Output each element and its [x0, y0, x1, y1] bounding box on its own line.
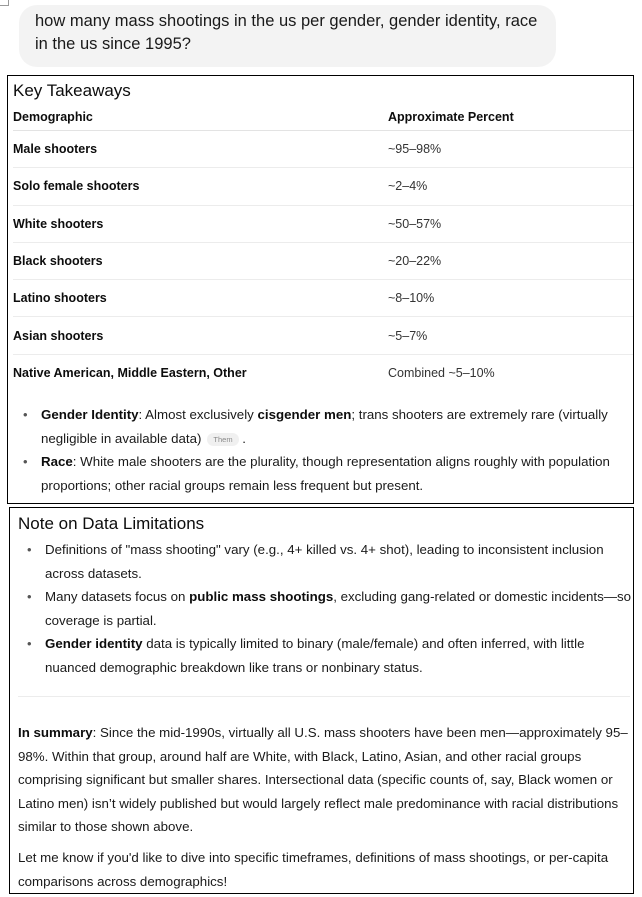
table-row — [13, 317, 633, 354]
demographics-table — [13, 104, 633, 392]
bullet-bold-text: cisgender men — [257, 407, 352, 422]
column-header-demographic: Demographic — [13, 110, 93, 124]
percent-cell: ~50–57% — [388, 216, 442, 231]
bullet-label: Race — [41, 454, 73, 469]
user-message-text: how many mass shootings in the us per gender, gender identity, race in the us since 1995? — [35, 12, 538, 53]
bullet-bold-text: public mass shootings — [189, 589, 334, 604]
bullet-text: ; trans shooters are extremely rare (virtually negligible in available data) — [41, 407, 608, 446]
demographic-cell: Asian shooters — [13, 328, 104, 343]
percent-cell: Combined ~5–10% — [388, 366, 495, 381]
table-row — [13, 131, 633, 168]
bullet-text: Many datasets focus on — [45, 589, 190, 604]
table-header-row — [13, 104, 633, 131]
bullet-gender-identity — [20, 403, 628, 450]
percent-cell: ~2–4% — [388, 179, 428, 194]
citation-pill[interactable]: Them — [207, 433, 238, 446]
summary-label: In summary — [18, 725, 93, 740]
column-header-percent: Approximate Percent — [388, 110, 514, 124]
table-row — [13, 168, 633, 205]
summary-paragraph — [18, 721, 632, 839]
bullet-gender-identity-data — [24, 632, 634, 679]
bullet-text: data is typically limited to binary (male/female) and often inferred, with little nuanced demographic breakdown like trans or nonbinary status. — [45, 636, 585, 675]
data-limitations-section — [9, 507, 634, 894]
demographic-cell: Native American, Middle Eastern, Other — [13, 366, 247, 381]
data-limitations-bullets — [24, 538, 634, 679]
percent-cell: ~95–98% — [388, 142, 442, 157]
bullet-public-mass-shootings — [24, 585, 634, 632]
percent-cell: ~20–22% — [388, 254, 442, 269]
table-row — [13, 206, 633, 243]
bullet-label: Gender Identity — [41, 407, 139, 422]
bullet-text: : White male shooters are the plurality, though representation aligns roughly with population proportions; other racial groups remain less frequent but present. — [41, 454, 610, 493]
percent-cell: ~8–10% — [388, 291, 435, 306]
bullet-bold-text: Gender identity — [45, 636, 143, 651]
key-takeaways-title: Key Takeaways — [13, 81, 131, 100]
closing-paragraph: Let me know if you'd like to dive into specific timeframes, definitions of mass shootings, or per-capita comparisons across demographics! — [18, 850, 609, 889]
table-row — [13, 280, 633, 317]
bullet-race — [20, 450, 628, 497]
section-divider — [18, 696, 630, 697]
checkbox-fragment — [0, 0, 9, 6]
user-message-bubble — [19, 5, 556, 67]
bullet-text: . — [242, 430, 246, 446]
demographic-cell: White shooters — [13, 216, 104, 231]
bullet-text: : Almost exclusively — [138, 407, 258, 422]
demographic-cell: Latino shooters — [13, 291, 107, 306]
demographic-cell: Solo female shooters — [13, 179, 140, 194]
bullet-definitions — [24, 538, 634, 585]
table-row — [13, 355, 633, 392]
key-takeaways-bullets — [20, 403, 628, 497]
demographic-cell: Black shooters — [13, 254, 103, 269]
demographic-cell: Male shooters — [13, 142, 98, 157]
bullet-text: Definitions of "mass shooting" vary (e.g., 4+ killed vs. 4+ shot), leading to inconsistent inclusion across datasets. — [45, 542, 604, 581]
key-takeaways-section — [7, 75, 634, 504]
summary-text: : Since the mid-1990s, virtually all U.S. mass shooters have been men—approximately 95–98%. Within that group, around half are White, with Black, Latino, Asian, and other racial groups comprising significant but smaller shares. Intersectional data (specific counts of, say, Black women or Latino men) isn’t widely published but would largely reflect male predominance with racial distributions similar to those shown above. — [18, 725, 628, 834]
percent-cell: ~5–7% — [388, 328, 428, 343]
data-limitations-title: Note on Data Limitations — [18, 514, 205, 533]
table-row — [13, 243, 633, 280]
bullet-text: , excluding gang-related or domestic incidents—so coverage is partial. — [45, 589, 632, 628]
